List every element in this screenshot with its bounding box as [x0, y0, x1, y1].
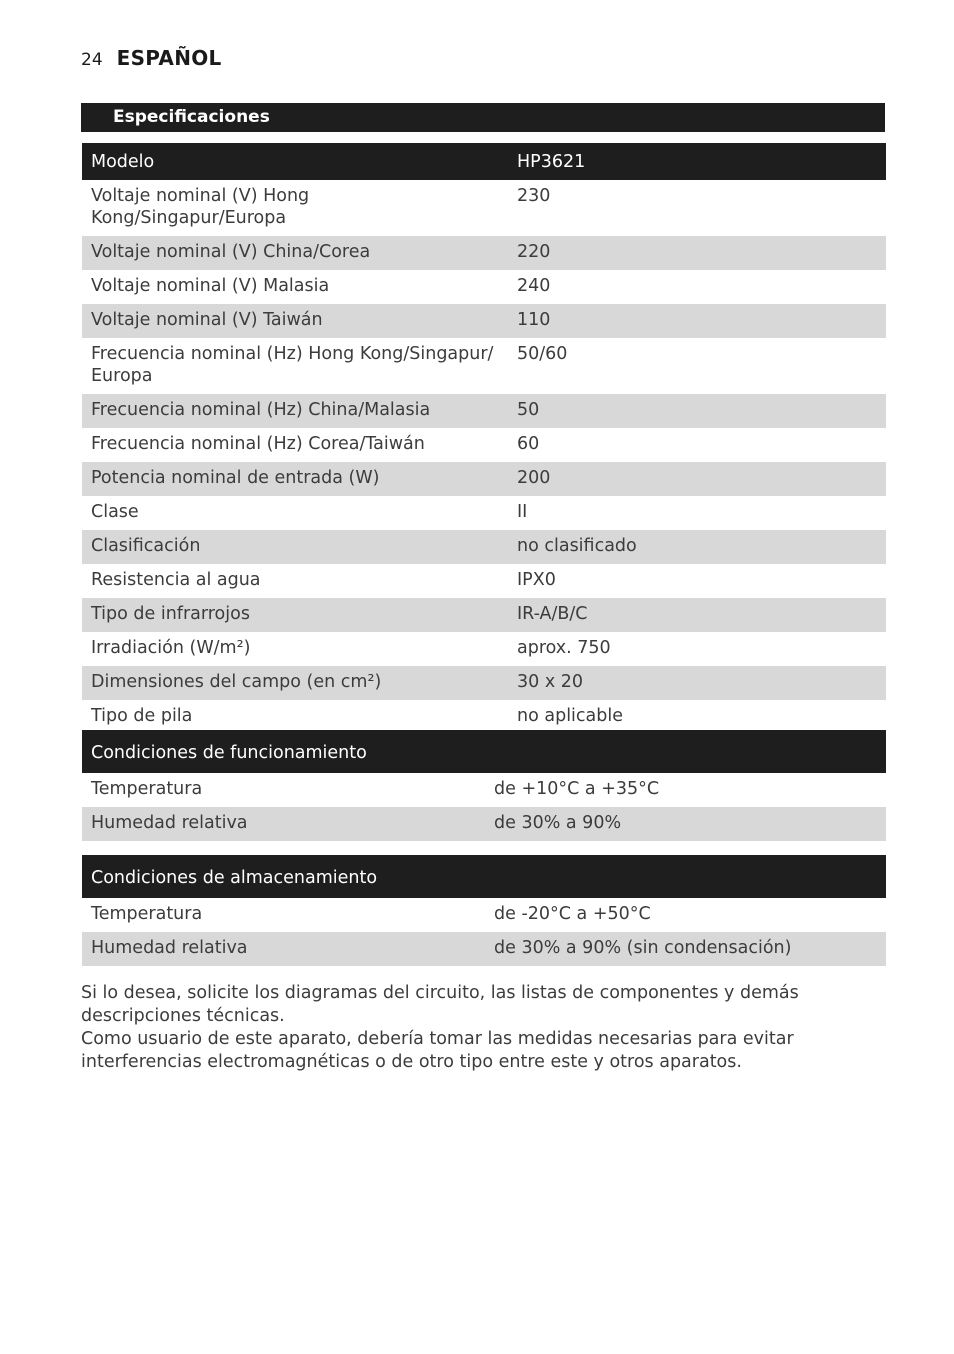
- row-label-cell: Tipo de pila: [91, 706, 193, 726]
- row-label-cell: Frecuencia nominal (Hz) China/Malasia: [82, 394, 508, 428]
- row-label-cell: Frecuencia nominal (Hz) Hong Kong/Singapur/ Europa: [91, 344, 494, 386]
- row-value-cell: 60: [517, 434, 540, 454]
- row-value-cell: IPX0: [517, 570, 556, 590]
- operating-conditions-title: Condiciones de funcionamiento: [82, 730, 886, 773]
- note-paragraph: Si lo desea, solicite los diagramas del circuito, las listas de componentes y demás descripciones técnicas.: [81, 983, 799, 1026]
- row-value-cell: 220: [508, 236, 886, 270]
- row-label-cell: Resistencia al agua: [91, 570, 261, 590]
- table-row: [82, 598, 886, 632]
- header-cell-model-label: Modelo: [82, 143, 508, 180]
- page-language-title: ESPAÑOL: [116, 46, 222, 70]
- row-value-cell: IR-A/B/C: [508, 598, 886, 632]
- row-label-cell: Temperatura: [91, 904, 203, 924]
- section-title: Especificaciones: [113, 107, 270, 127]
- table-row: [82, 428, 886, 462]
- storage-conditions-table-body: [82, 855, 886, 966]
- operating-conditions-table: [82, 730, 886, 841]
- row-value-cell: 50/60: [517, 344, 568, 364]
- row-label-cell: Frecuencia nominal (Hz) Corea/Taiwán: [91, 434, 425, 454]
- row-value-cell: de 30% a 90% (sin condensación): [485, 932, 886, 966]
- table-row: [82, 898, 886, 932]
- table-row: [82, 807, 886, 841]
- row-label-cell: Voltaje nominal (V) Taiwán: [82, 304, 508, 338]
- table-row: [82, 236, 886, 270]
- row-value-cell: aprox. 750: [517, 638, 611, 658]
- storage-conditions-table: [82, 855, 886, 966]
- row-label-cell: Voltaje nominal (V) Malasia: [91, 276, 330, 296]
- row-value-cell: 50: [508, 394, 886, 428]
- row-value-cell: no aplicable: [517, 706, 623, 726]
- row-value-cell: 230: [517, 186, 551, 206]
- row-label-cell: Clase: [91, 502, 139, 522]
- table-row: [82, 530, 886, 564]
- table-row: [82, 564, 886, 598]
- table-header-row: [82, 855, 886, 898]
- row-label-cell: Irradiación (W/m²): [91, 638, 251, 658]
- row-value-cell: de -20°C a +50°C: [494, 904, 651, 924]
- row-label-cell: Voltaje nominal (V) Hong Kong/Singapur/Europa: [91, 186, 310, 228]
- row-value-cell: de +10°C a +35°C: [494, 779, 660, 799]
- row-value-cell: 240: [517, 276, 551, 296]
- table-header-row: [82, 730, 886, 773]
- table-row: [82, 773, 886, 807]
- section-title-bar: [81, 103, 885, 132]
- specifications-table-body: [82, 143, 886, 734]
- page-number: 24: [81, 50, 103, 70]
- row-label-cell: Humedad relativa: [82, 932, 485, 966]
- table-header-row: [82, 143, 886, 180]
- storage-conditions-title: Condiciones de almacenamiento: [82, 855, 886, 898]
- table-row: [82, 304, 886, 338]
- header-cell-model-value: HP3621: [508, 143, 886, 180]
- row-label-cell: Temperatura: [91, 779, 203, 799]
- table-row: [82, 700, 886, 734]
- table-row: [82, 496, 886, 530]
- row-label-cell: Clasificación: [82, 530, 508, 564]
- row-value-cell: II: [517, 502, 528, 522]
- table-row: [82, 666, 886, 700]
- row-label-cell: Dimensiones del campo (en cm²): [82, 666, 508, 700]
- specifications-table: [82, 143, 886, 734]
- row-label-cell: Tipo de infrarrojos: [82, 598, 508, 632]
- row-label-cell: Voltaje nominal (V) China/Corea: [82, 236, 508, 270]
- row-value-cell: 110: [508, 304, 886, 338]
- table-row: [82, 270, 886, 304]
- page-header: [81, 46, 222, 70]
- row-value-cell: 200: [508, 462, 886, 496]
- operating-conditions-table-body: [82, 730, 886, 841]
- row-value-cell: 30 x 20: [508, 666, 886, 700]
- table-row: [82, 462, 886, 496]
- row-label-cell: Potencia nominal de entrada (W): [82, 462, 508, 496]
- table-row: [82, 932, 886, 966]
- table-row: [82, 338, 886, 394]
- row-value-cell: de 30% a 90%: [485, 807, 886, 841]
- table-row: [82, 394, 886, 428]
- table-row: [82, 632, 886, 666]
- note-paragraph: Como usuario de este aparato, debería tomar las medidas necesarias para evitar interferencias electromagnéticas o de otro tipo entre este y otros aparatos.: [81, 1029, 794, 1072]
- table-row: [82, 180, 886, 236]
- row-value-cell: no clasificado: [508, 530, 886, 564]
- row-label-cell: Humedad relativa: [82, 807, 485, 841]
- notes: [81, 982, 871, 1074]
